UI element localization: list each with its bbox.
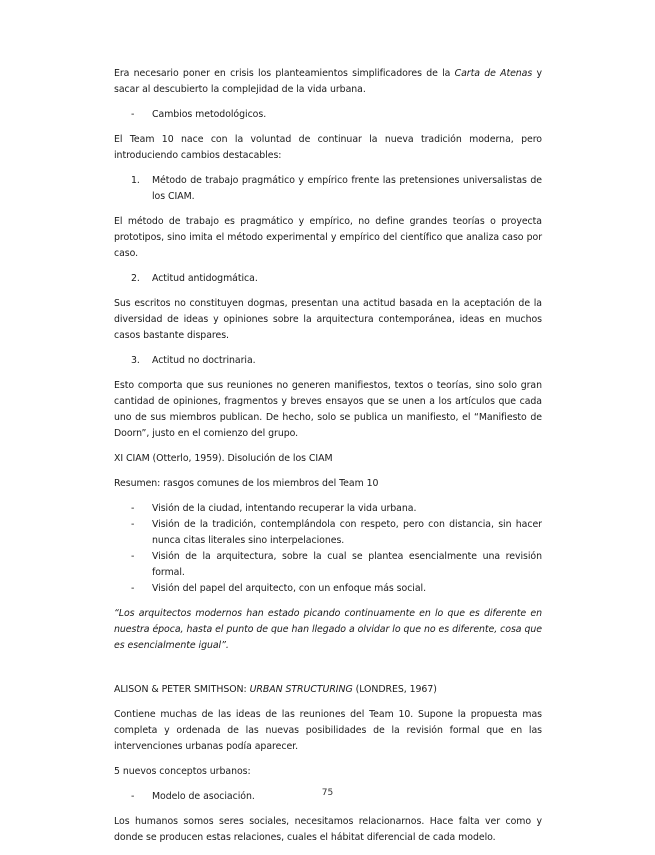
page-number: 75 xyxy=(321,788,334,798)
paragraph-escritos: Sus escritos no constituyen dogmas, presentan una actitud basada en la aceptación de la diversidad de ideas y opiniones sobre la arquitectura contemporánea, ideas en muchos casos bastante dispares. xyxy=(114,298,542,341)
dash-marker: - xyxy=(131,109,135,120)
list-item-modelo: - Modelo de asociación. xyxy=(131,791,255,802)
paragraph-conceptos: 5 nuevos conceptos urbanos: xyxy=(114,766,251,777)
paragraph-resumen: Resumen: rasgos comunes de los miembros del Team 10 xyxy=(114,478,379,489)
summary-list xyxy=(114,501,542,597)
list-item: - Visión de la ciudad, intentando recuperar la vida urbana. xyxy=(131,503,417,514)
list-item: - Visión de la tradición, contemplándola con respeto, pero con distancia, sin hacer nunca citas literales sino interpelaciones. xyxy=(131,519,542,546)
section-heading: ALISON & PETER SMITHSON: URBAN STRUCTURING (LONDRES, 1967) xyxy=(114,684,437,695)
numbered-item-1: 1. Método de trabajo pragmático y empírico frente las pretensiones universalistas de los CIAM. xyxy=(131,175,542,202)
document-body xyxy=(114,66,542,855)
list-item: - Visión de la arquitectura, sobre la cual se plantea esencialmente una revisión formal. xyxy=(131,551,542,578)
paragraph-metodo: El método de trabajo es pragmático y empírico, no define grandes teorías o proyecta prototipos, sino imita el método experimental y empírico del científico que analiza caso por caso. xyxy=(114,216,542,259)
list-item-cambios: - Cambios metodológicos. xyxy=(114,107,542,123)
list-item: - Visión del papel del arquitecto, con un enfoque más social. xyxy=(131,583,427,594)
paragraph-team10: El Team 10 nace con la voluntad de continuar la nueva tradición moderna, pero introduciendo cambios destacables: xyxy=(114,134,542,161)
quote: “Los arquitectos modernos han estado picando continuamente en lo que es diferente en nuestra época, hasta el punto de que han llegado a olvidar lo que no es diferente, cosa que es esencialmente igual”. xyxy=(114,608,542,651)
paragraph-urban-structuring: Contiene muchas de las ideas de las reuniones del Team 10. Supone la propuesta mas completa y ordenada de las nuevas posibilidades de la revisión formal que en las intervenciones urbanas podía aparecer. xyxy=(114,709,542,752)
paragraph-reuniones: Esto comporta que sus reuniones no generen manifiestos, textos o teorías, sino solo gran cantidad de opiniones, fragmentos y breves ensayos que se unen a los artículos que cada uno de sus miembros publican. De hecho, solo se publica un manifiesto, el “Manifiesto de Doorn”, justo en el comienzo del grupo. xyxy=(114,380,542,439)
carta-atenas-title: Carta de Atenas xyxy=(454,68,533,79)
numbered-item-2: 2. Actitud antidogmática. xyxy=(131,273,258,284)
paragraph-humanos: Los humanos somos seres sociales, necesitamos relacionarnos. Hace falta ver como y donde se producen estas relaciones, cuales el hábitat diferencial de cada modelo. xyxy=(114,816,542,843)
paragraph-carta-atenas: Era necesario poner en crisis los planteamientos simplificadores de la Carta de Atenas y sacar al descubierto la complejidad de la vida urbana. xyxy=(114,68,542,95)
paragraph-xi-ciam: XI CIAM (Otterlo, 1959). Disolución de los CIAM xyxy=(114,453,333,464)
numbered-item-3: 3. Actitud no doctrinaria. xyxy=(131,355,256,366)
